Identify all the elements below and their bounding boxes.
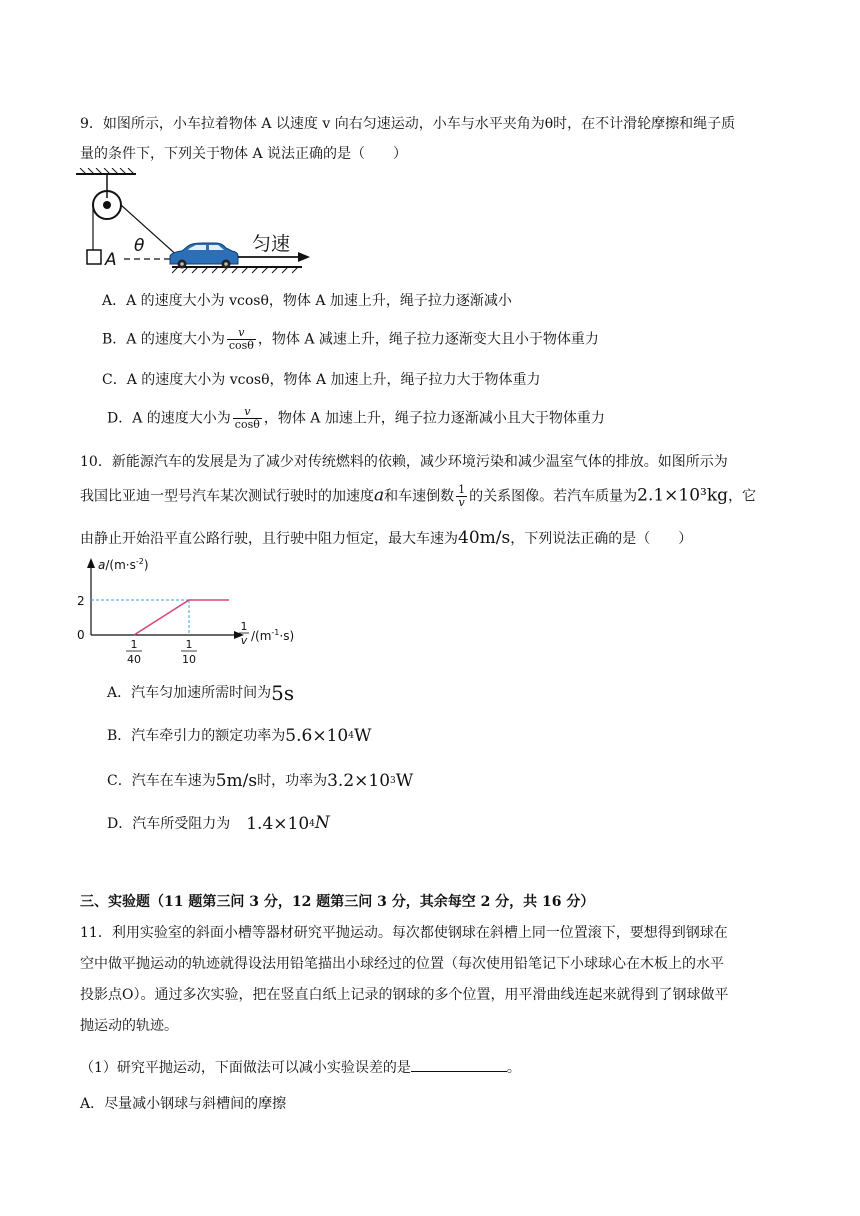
q10-stem-line3: 由静止开始沿平直公路行驶，且行驶中阻力恒定，最大车速为40m/s，下列说法正确的是（ ） [80, 528, 693, 548]
q10-option-d: D．汽车所受阻力为 1.4×104N [107, 813, 330, 834]
svg-text:1: 1 [240, 620, 248, 633]
label-uniform: 匀速 [252, 233, 291, 255]
origin-label: 0 [77, 628, 85, 642]
q11-sub1: （1）研究平抛运动，下面做法可以减小实验误差的是 。 [80, 1057, 521, 1078]
block-a [87, 250, 101, 264]
q9-stem-line1: 9．如图所示，小车拉着物体 A 以速度 v 向右匀速运动，小车与水平夹角为θ时，在不计滑轮摩擦和绳子质 [80, 116, 736, 132]
q10-acceleration-chart [74, 556, 324, 668]
q10-option-c: C．汽车在车速为5m/s时，功率为3.2×103W [107, 771, 414, 791]
q10-stem-line2: 我国比亚迪一型号汽车某次测试行驶时的加速度a和车速倒数 $\frac{1}{v}$ 的关系图像。若汽车质量为2.1×10³kg，它 [80, 483, 757, 509]
q9-option-c: C．A 的速度大小为 vcosθ，物体 A 加速上升，绳子拉力大于物体重力 [102, 372, 541, 388]
y-tick-2: 2 [77, 594, 85, 608]
answer-blank [411, 1057, 507, 1072]
q11-option-a: A．尽量减小钢球与斜槽间的摩擦 [80, 1096, 287, 1112]
q11-line3: 投影点O）。通过多次实验，把在竖直白纸上记录的钢球的多个位置，用平滑曲线连起来就得到了钢球做平 [80, 987, 729, 1003]
series-line [134, 600, 229, 635]
q11-line1: 11．利用实验室的斜面小槽等器材研究平抛运动。每次都使钢球在斜槽上同一位置滚下，要想得到钢球在 [80, 925, 728, 941]
q10-option-a: A．汽车匀加速所需时间为5s [107, 681, 295, 705]
q10-option-b: B．汽车牵引力的额定功率为5.6×104W [107, 726, 372, 746]
car-icon [170, 243, 238, 269]
x-axis-label [239, 620, 294, 647]
q10-stem-line1: 10．新能源汽车的发展是为了减少对传统燃料的依赖，减少环境污染和减少温室气体的排放。如图所示为 [80, 454, 728, 470]
q9-option-d: D．A 的速度大小为 $\frac{v}{\cos\theta}$ ，物体 A 加速上升，绳子拉力逐渐减小且大于物体重力 [107, 405, 605, 431]
label-a: A [105, 250, 117, 270]
svg-text:a/(m·s-2): $a/(m\cdot s^{-2})$ [98, 557, 149, 572]
q9-option-a: A．A 的速度大小为 vcosθ，物体 A 加速上升，绳子拉力逐渐减小 [102, 293, 512, 309]
svg-text:1: 1 [130, 638, 138, 651]
q9-stem-line2: 量的条件下，下列关于物体 A 说法正确的是（ ） [80, 146, 408, 162]
x-tick-1-10 [181, 638, 197, 666]
label-theta: θ [134, 236, 145, 256]
q9-pulley-figure [74, 168, 314, 276]
section3-heading: 三、实验题（11 题第三问 3 分，12 题第三问 3 分，其余每空 2 分，共 16 分） [80, 894, 595, 910]
q9-option-b: B．A 的速度大小为 $\frac{v}{\cos\theta}$ ，物体 A 减速上升，绳子拉力逐渐变大且小于物体重力 [102, 326, 599, 352]
q11-line2: 空中做平抛运动的轨迹就得设法用铅笔描出小球经过的位置（每次使用铅笔记下小球球心在木板上的水平 [80, 956, 724, 972]
x-tick-1-40 [126, 638, 142, 666]
svg-text:/(m-1·s): $/(m^{-1}\cdot s)$ [251, 628, 295, 643]
y-axis-label-unit: /(m·s [105, 558, 136, 572]
svg-text:1: 1 [185, 638, 193, 651]
svg-text:v: v [240, 634, 248, 647]
svg-text:10: 10 [182, 653, 196, 666]
q11-line4: 抛运动的轨迹。 [80, 1018, 178, 1034]
svg-text:40: 40 [127, 653, 141, 666]
